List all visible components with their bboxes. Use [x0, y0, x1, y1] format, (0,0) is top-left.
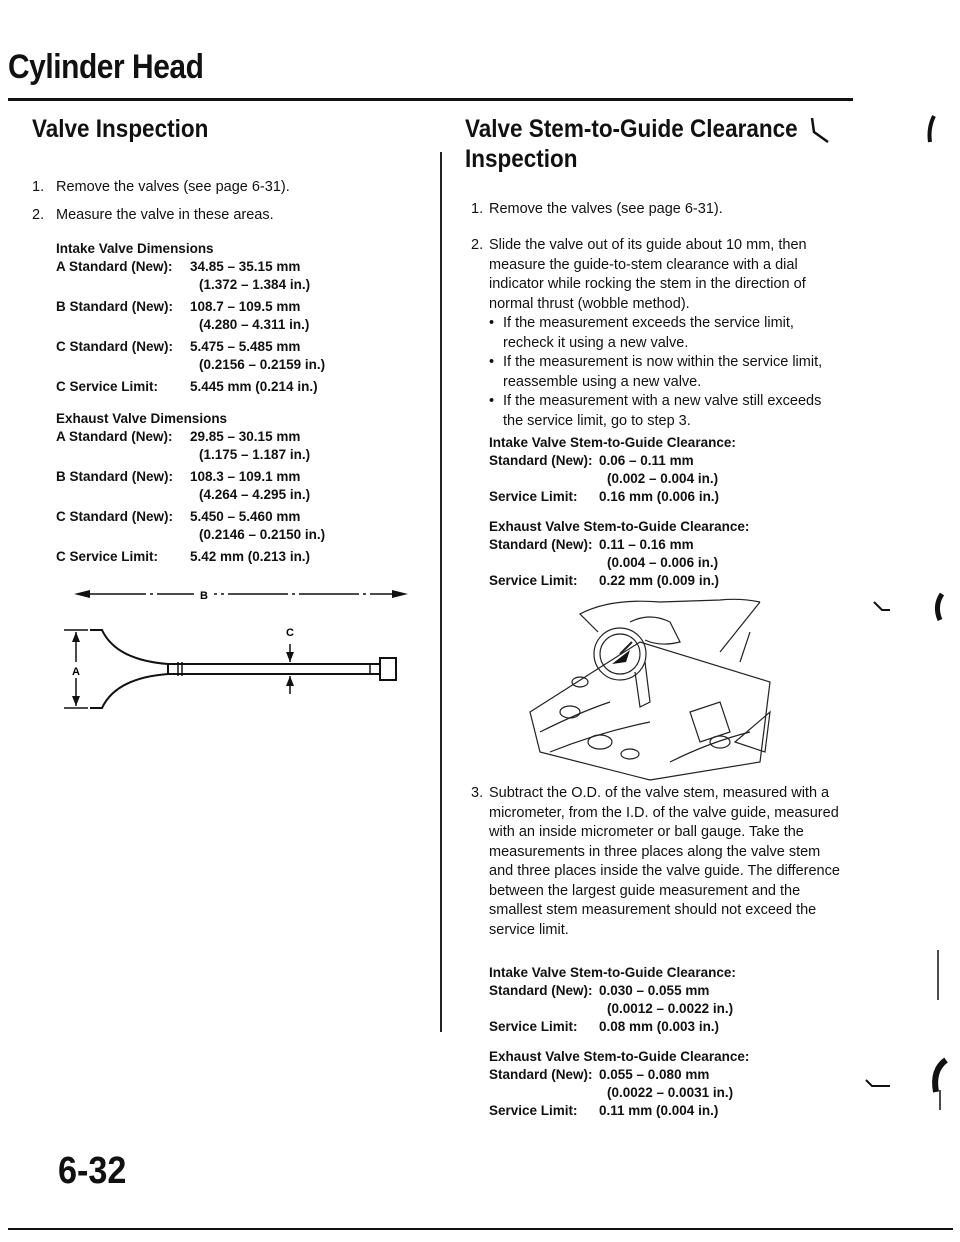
step-number: 2. — [32, 207, 45, 223]
spec-label: Standard (New): — [489, 983, 593, 998]
step-number: 3. — [471, 785, 484, 801]
arrow-up-icon — [72, 632, 80, 642]
spec-label: C Standard (New): — [56, 509, 174, 524]
spec-value: 0.030 – 0.055 mm — [599, 983, 710, 998]
spec-label: Standard (New): — [489, 453, 593, 468]
spec-title: Intake Valve Stem-to-Guide Clearance: — [489, 435, 736, 450]
spec-value: 0.055 – 0.080 mm — [599, 1067, 710, 1082]
spec-title: Exhaust Valve Stem-to-Guide Clearance: — [489, 1049, 750, 1064]
spec-value: 0.06 – 0.11 mm — [599, 453, 694, 468]
registration-mark-icon — [868, 592, 948, 622]
arrow-down-icon — [286, 652, 294, 662]
label-c: C — [286, 627, 294, 639]
hand-outline — [580, 599, 760, 632]
spec-value: 5.445 mm (0.214 in.) — [190, 379, 318, 394]
spec-value: 0.11 – 0.16 mm — [599, 537, 694, 552]
spec-value-inches: (4.264 – 4.295 in.) — [199, 487, 311, 502]
spec-value: 0.22 mm (0.009 in.) — [599, 573, 720, 588]
valve-head — [90, 630, 168, 708]
footer-rule — [8, 1228, 953, 1230]
step-number: 1. — [32, 179, 45, 195]
spec-label: Standard (New): — [489, 537, 593, 552]
spec-label: Service Limit: — [489, 1103, 578, 1118]
intake-clearance-spec-1 — [489, 434, 849, 506]
spec-label: A Standard (New): — [56, 429, 173, 444]
spec-value: 108.3 – 109.1 mm — [190, 469, 301, 484]
bullet-item: • If the measurement exceeds the service limit, recheck it using a new valve. — [489, 314, 835, 353]
dial-indicator-illustration — [520, 592, 800, 782]
spec-value: 0.11 mm (0.004 in.) — [599, 1103, 719, 1118]
spec-value-inches: (1.175 – 1.187 in.) — [199, 447, 311, 462]
spec-label: A Standard (New): — [56, 259, 173, 274]
page-number: 6-32 — [58, 1150, 127, 1192]
spec-title: Exhaust Valve Dimensions — [56, 411, 228, 426]
spec-label: Service Limit: — [489, 573, 578, 588]
bullet-item: • If the measurement is now within the service limit, reassemble using a new valve. — [489, 353, 835, 392]
spec-label: C Service Limit: — [56, 379, 159, 394]
right-step-2 — [465, 236, 835, 431]
exhaust-valve-dimensions — [56, 410, 426, 566]
column-divider — [440, 152, 442, 1032]
spec-value-inches: (0.2146 – 0.2150 in.) — [199, 527, 326, 542]
valve-inspection-heading: Valve Inspection — [32, 115, 209, 143]
label-b: B — [200, 590, 208, 602]
label-a: A — [72, 666, 80, 678]
spec-value-inches: (0.0012 – 0.0022 in.) — [607, 1001, 734, 1016]
spec-value-inches: (0.2156 – 0.2159 in.) — [199, 357, 326, 372]
step-number: 2. — [471, 237, 484, 253]
spec-value: 5.475 – 5.485 mm — [190, 339, 301, 354]
title-rule — [8, 98, 853, 101]
left-step-2 — [32, 206, 412, 226]
right-step-3 — [465, 784, 840, 940]
step-text: Measure the valve in these areas. — [56, 207, 274, 223]
exhaust-clearance-spec-2 — [489, 1048, 849, 1120]
left-step-1 — [32, 178, 412, 198]
exhaust-clearance-spec-1 — [489, 518, 849, 590]
intake-clearance-spec-2 — [489, 964, 849, 1036]
registration-mark-icon — [860, 950, 950, 1110]
spec-value-inches: (0.0022 – 0.0031 in.) — [607, 1085, 734, 1100]
right-step-1 — [465, 200, 840, 220]
spec-label: B Standard (New): — [56, 469, 174, 484]
step-text: Slide the valve out of its guide about 10 mm, then measure the guide-to-stem clearance with a dial indicator while rocking the stem in the direction of normal thrust (wobble method). — [489, 237, 807, 312]
registration-mark-icon — [800, 114, 940, 144]
intake-valve-dimensions — [56, 240, 426, 396]
arrow-up-icon — [286, 676, 294, 686]
arrow-left-icon — [74, 590, 90, 598]
spec-label: B Standard (New): — [56, 299, 174, 314]
spec-title: Exhaust Valve Stem-to-Guide Clearance: — [489, 519, 750, 534]
spec-value-inches: (4.280 – 4.311 in.) — [199, 317, 310, 332]
stem-guide-heading-line2: Inspection — [465, 145, 578, 173]
step-number: 1. — [471, 201, 484, 217]
spec-value: 0.08 mm (0.003 in.) — [599, 1019, 720, 1034]
page-title: Cylinder Head — [8, 48, 204, 86]
valve-stem-tip — [380, 658, 396, 680]
spec-label: Service Limit: — [489, 489, 578, 504]
step-text: Remove the valves (see page 6-31). — [56, 179, 290, 195]
spec-value: 5.450 – 5.460 mm — [190, 509, 301, 524]
arrow-down-icon — [72, 696, 80, 706]
cylinder-head-outline — [530, 642, 770, 780]
spec-value: 108.7 – 109.5 mm — [190, 299, 301, 314]
spec-label: Standard (New): — [489, 1067, 593, 1082]
spec-value: 5.42 mm (0.213 in.) — [190, 549, 311, 564]
spec-title: Intake Valve Dimensions — [56, 241, 214, 256]
spec-value: 29.85 – 30.15 mm — [190, 429, 301, 444]
spec-label: Service Limit: — [489, 1019, 578, 1034]
spec-value-inches: (0.002 – 0.004 in.) — [607, 471, 719, 486]
step-text: Subtract the O.D. of the valve stem, measured with a micrometer, from the I.D. of the valve guide, measured with an inside micrometer or ball gauge. Take the measurements in three places along the valve stem and three places inside the valve guide. The difference between the largest guide measurement and the smallest stem measurement should not exceed the service limit. — [489, 785, 840, 938]
spec-value: 34.85 – 35.15 mm — [190, 259, 301, 274]
spec-value-inches: (1.372 – 1.384 in.) — [199, 277, 311, 292]
arrow-right-icon — [392, 590, 408, 598]
spec-title: Intake Valve Stem-to-Guide Clearance: — [489, 965, 736, 980]
spec-value: 0.16 mm (0.006 in.) — [599, 489, 720, 504]
spec-label: C Standard (New): — [56, 339, 174, 354]
stem-guide-heading-line1: Valve Stem-to-Guide Clearance — [465, 115, 798, 143]
spec-value-inches: (0.004 – 0.006 in.) — [607, 555, 719, 570]
valve-dimension-diagram — [56, 580, 426, 720]
spec-label: C Service Limit: — [56, 549, 159, 564]
step-text: Remove the valves (see page 6-31). — [489, 201, 723, 217]
bullet-item: • If the measurement with a new valve still exceeds the service limit, go to step 3. — [489, 392, 835, 431]
